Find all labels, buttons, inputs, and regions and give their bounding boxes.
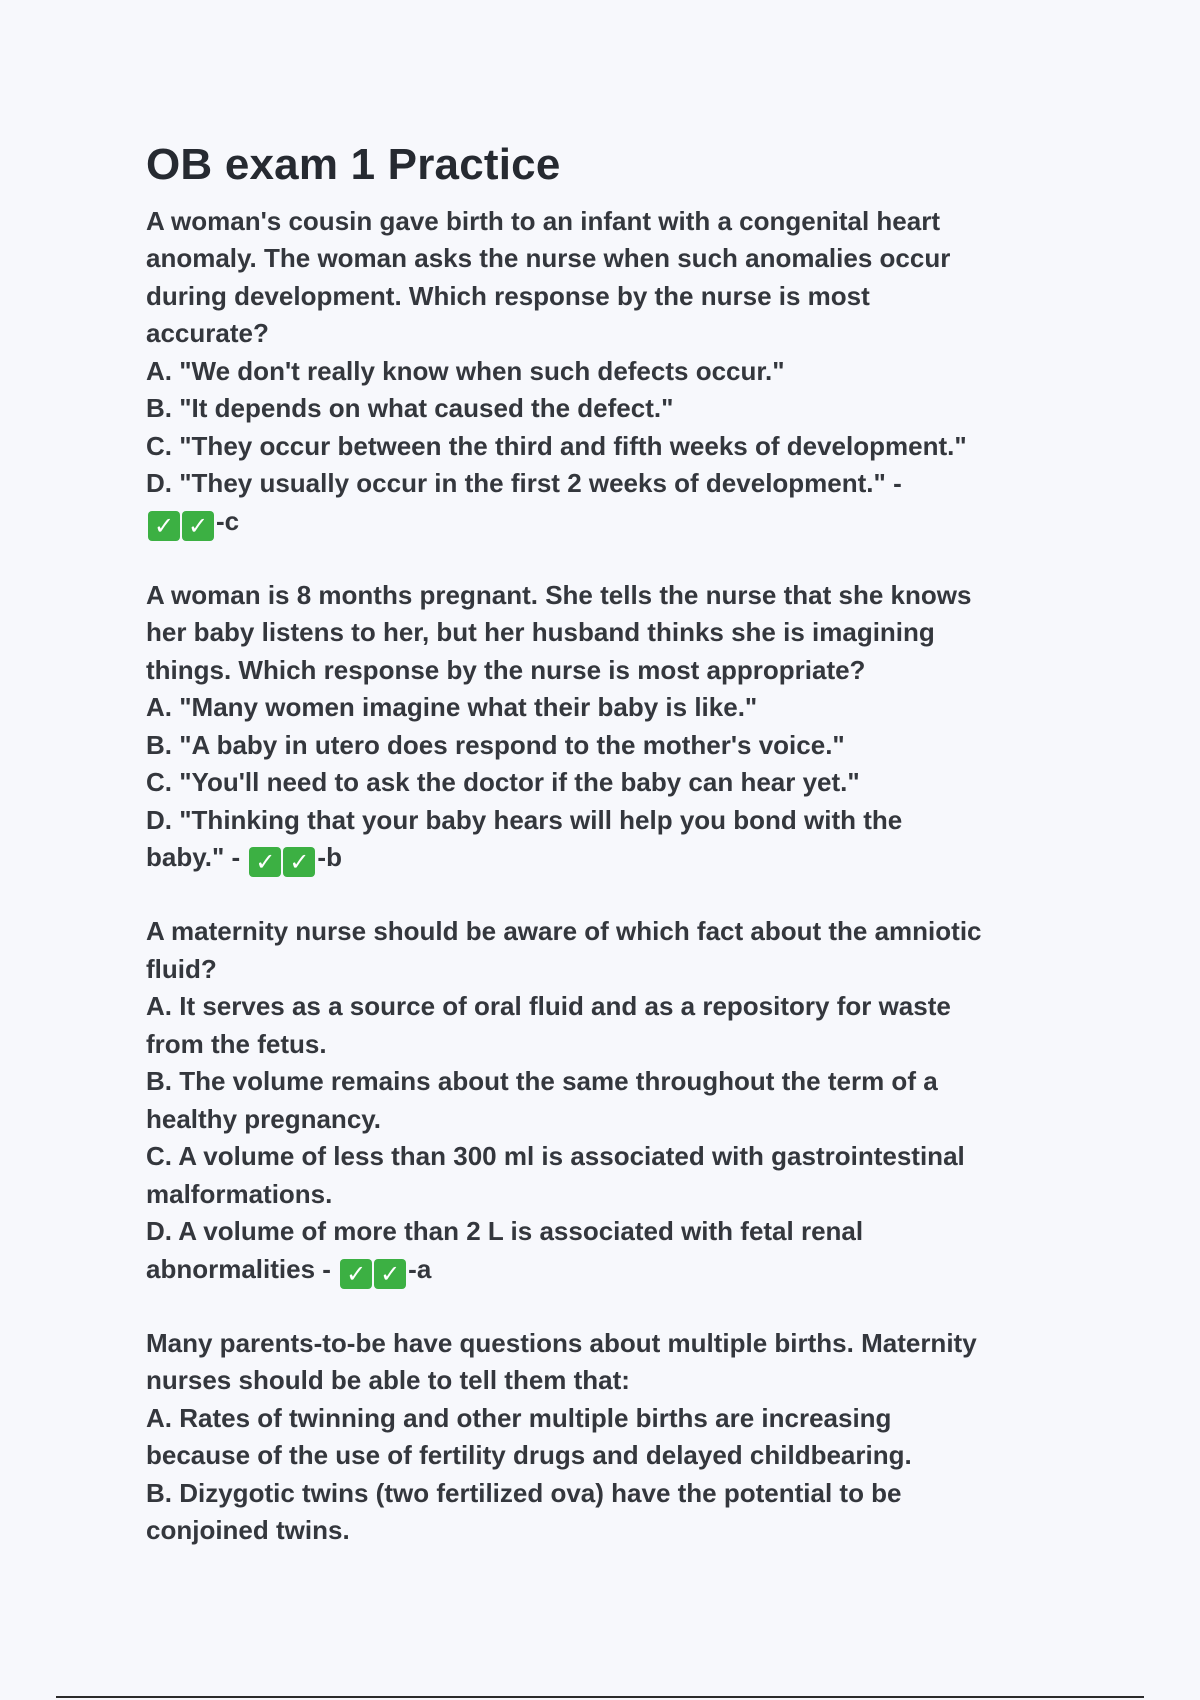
question-2-option-d: D. "Thinking that your baby hears will help you bond with the xyxy=(146,804,903,835)
question-1-answer-line xyxy=(146,503,1086,541)
question-3-option-c-cont: malformations. xyxy=(146,1178,333,1209)
check-mark-icon: ✓ xyxy=(374,1259,406,1289)
question-1 xyxy=(146,203,1086,541)
check-mark-icon: ✓ xyxy=(249,847,281,877)
question-1-option-a: A. "We don't really know when such defects occur." xyxy=(146,355,785,386)
question-2-option-a: A. "Many women imagine what their baby is like." xyxy=(146,692,758,723)
document-page xyxy=(146,140,1086,1586)
answer-check-marks xyxy=(249,847,315,877)
answer-check-marks xyxy=(340,1259,406,1289)
question-2-line-2: her baby listens to her, but her husband thinks she is imagining xyxy=(146,617,935,648)
question-2-line-3: things. Which response by the nurse is most appropriate? xyxy=(146,654,866,685)
question-1-option-b: B. "It depends on what caused the defect." xyxy=(146,393,674,424)
bottom-divider xyxy=(56,1696,1144,1698)
check-mark-icon: ✓ xyxy=(182,511,214,541)
question-1-line-3: during development. Which response by the nurse is most xyxy=(146,280,870,311)
question-3-option-a-cont: from the fetus. xyxy=(146,1028,327,1059)
page-title: OB exam 1 Practice xyxy=(146,140,561,189)
question-3-option-b-cont: healthy pregnancy. xyxy=(146,1103,382,1134)
question-2-option-c: C. "You'll need to ask the doctor if the baby can hear yet." xyxy=(146,767,860,798)
answer-check-marks xyxy=(148,511,214,541)
question-3-option-c: C. A volume of less than 300 ml is associated with gastrointestinal xyxy=(146,1141,965,1172)
question-3-option-a: A. It serves as a source of oral fluid and as a repository for waste xyxy=(146,991,951,1022)
question-3-answer: -a xyxy=(408,1253,432,1284)
question-1-option-d: D. "They usually occur in the first 2 weeks of development." - xyxy=(146,468,902,499)
check-mark-icon: ✓ xyxy=(340,1259,372,1289)
question-3-answer-prefix: abnormalities - xyxy=(146,1253,339,1284)
question-3-answer-line xyxy=(146,1251,1086,1289)
question-2-answer-line xyxy=(146,839,1086,877)
question-1-line-2: anomaly. The woman asks the nurse when such anomalies occur xyxy=(146,243,951,274)
question-3-option-b: B. The volume remains about the same throughout the term of a xyxy=(146,1066,938,1097)
question-4 xyxy=(146,1325,1086,1550)
question-1-line-1: A woman's cousin gave birth to an infant with a congenital heart xyxy=(146,205,940,236)
question-1-answer: -c xyxy=(216,505,240,536)
question-4-line-1: Many parents-to-be have questions about multiple births. Maternity xyxy=(146,1327,977,1358)
question-4-option-a-cont: because of the use of fertility drugs and delayed childbearing. xyxy=(146,1440,912,1471)
question-3-option-d: D. A volume of more than 2 L is associated with fetal renal xyxy=(146,1216,864,1247)
question-4-line-2: nurses should be able to tell them that: xyxy=(146,1365,630,1396)
question-4-option-a: A. Rates of twinning and other multiple births are increasing xyxy=(146,1402,892,1433)
question-2-line-1: A woman is 8 months pregnant. She tells the nurse that she knows xyxy=(146,579,972,610)
question-2 xyxy=(146,577,1086,878)
question-1-line-4: accurate? xyxy=(146,318,269,349)
question-2-option-b: B. "A baby in utero does respond to the mother's voice." xyxy=(146,729,845,760)
question-2-answer-prefix: baby." - xyxy=(146,842,248,873)
question-4-option-b: B. Dizygotic twins (two fertilized ova) have the potential to be xyxy=(146,1477,902,1508)
question-3 xyxy=(146,913,1086,1289)
check-mark-icon: ✓ xyxy=(148,511,180,541)
question-4-option-b-cont: conjoined twins. xyxy=(146,1515,350,1546)
question-3-line-1: A maternity nurse should be aware of which fact about the amniotic xyxy=(146,916,982,947)
question-1-option-c: C. "They occur between the third and fifth weeks of development." xyxy=(146,430,967,461)
question-3-line-2: fluid? xyxy=(146,953,217,984)
question-2-answer: -b xyxy=(317,842,342,873)
check-mark-icon: ✓ xyxy=(283,847,315,877)
